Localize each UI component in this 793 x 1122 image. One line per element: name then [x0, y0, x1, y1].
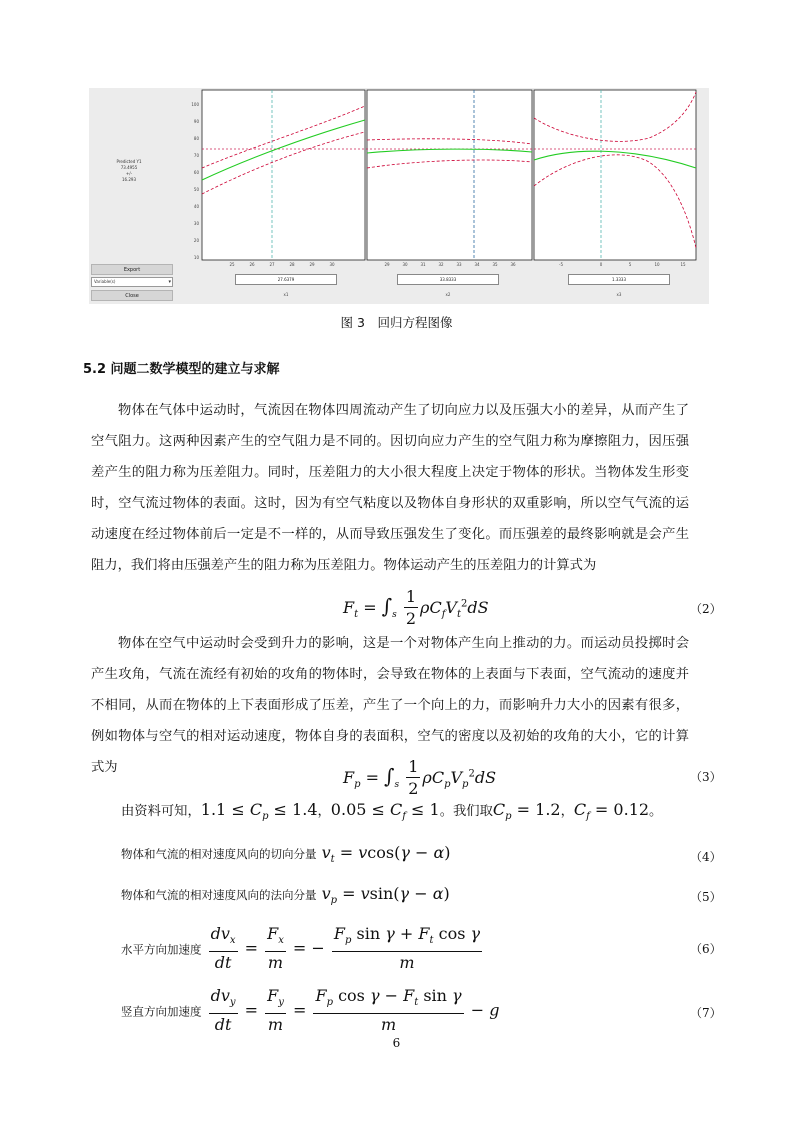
- equation-3: $F_p = \int_s$ $\frac{1}{2}$ $\rho C_pV_p^2dS$: [343, 757, 497, 798]
- export-button[interactable]: Export: [91, 264, 173, 275]
- equation-4: 物体和气流的相对速度风向的切向分量 $v_t = vcos(\gamma - \alpha)$: [121, 843, 451, 866]
- equation-3-number: （3）: [690, 770, 722, 784]
- coefficient-range-line: 由资料可知，$1.1 \le C_p \le 1.4$，$0.05 \le C_f \le 1$。我们取$C_p = 1.2$，$C_f = 0.12$。: [121, 800, 663, 823]
- x1-tick-label: 26: [249, 262, 255, 267]
- x3-axis-name: x3: [616, 292, 622, 297]
- equation-5: 物体和气流的相对速度风向的法向分量 $v_p = vsin(\gamma - \alpha)$: [121, 884, 450, 907]
- x1-tick-label: 30: [329, 262, 335, 267]
- equation-2: $F_t = \int_s$ $\frac{1}{2}$ $\rho C_fV_t^2dS$: [343, 587, 489, 628]
- predicted-value: 73.4955: [120, 165, 138, 170]
- x2-tick-label: 32: [438, 262, 444, 267]
- range-sep: ，: [317, 804, 331, 819]
- y-tick-label: 60: [193, 170, 199, 175]
- predicted-plusminus: +/-: [125, 171, 133, 176]
- equation-5-number: （5）: [690, 890, 722, 904]
- range-sep-2: ，: [560, 804, 574, 819]
- x1-tick-label: 27: [269, 262, 275, 267]
- y-tick-label: 40: [193, 204, 199, 209]
- figure-caption: 图 3 回归方程图像: [340, 315, 453, 330]
- y-tick-label: 80: [193, 136, 199, 141]
- plot-area-x3: [534, 90, 696, 260]
- predicted-ci: 16.293: [122, 177, 136, 182]
- y-tick-label: 90: [193, 119, 199, 124]
- equation-2-number: （2）: [690, 602, 722, 616]
- equation-4-number: （4）: [690, 850, 722, 864]
- x1-tick-label: 25: [229, 262, 235, 267]
- x2-tick-label: 34: [474, 262, 480, 267]
- x3-tick-label: -5: [559, 262, 563, 267]
- equation-7: 竖直方向加速度 $\frac{dv_y}{dt}$ = $\frac{F_y}{m}$ = $\frac{F_p \cos \gamma - F_t \sin \gamma}{m}$ − g: [121, 986, 500, 1035]
- equation-7-number: （7）: [690, 1006, 722, 1020]
- paragraph-drag: 物体在气体中运动时，气流因在物体四周流动产生了切向应力以及压强大小的差异，从而产生了空气阻力。这两种因素产生的空气阻力是不同的。因切向应力产生的空气阻力称为摩擦阻力，因压强差产生的阻力称为压差阻力。同时，压差阻力的大小很大程度上决定于物体的形状。当物体发生形变时，空气流过物体的表面。这时，因为有空气粘度以及物体自身形状的双重影响，所以空气气流的运动速度在经过物体前后一定是不一样的，从而导致压强发生了变化。而压强差的最终影响就是会产生阻力，我们将由压强差产生的阻力称为压差阻力。物体运动产生的压差阻力的计算式为: [91, 403, 689, 573]
- x2-tick-label: 31: [420, 262, 426, 267]
- x2-tick-label: 33: [456, 262, 462, 267]
- page-number: 6: [392, 1036, 401, 1050]
- equation-6-label: 水平方向加速度: [121, 942, 202, 957]
- x1-tick-label: 29: [309, 262, 315, 267]
- range-end: 。: [649, 804, 663, 819]
- x1-tick-label: 28: [289, 262, 295, 267]
- y-tick-label: 50: [193, 187, 199, 192]
- range-prefix: 由资料可知，: [121, 804, 201, 819]
- equation-5-label: 物体和气流的相对速度风向的法向分量: [121, 888, 317, 902]
- close-button[interactable]: Close: [91, 290, 173, 301]
- y-tick-label: 20: [193, 238, 199, 243]
- y-axis-ticks: [191, 102, 199, 260]
- x3-tick-label: 10: [654, 262, 660, 267]
- x2-axis-name: x2: [445, 292, 451, 297]
- x2-tick-label: 29: [384, 262, 390, 267]
- y-tick-label: 70: [193, 153, 199, 158]
- x2-tick-label: 36: [510, 262, 516, 267]
- section-heading: 5.2 问题二数学模型的建立与求解: [83, 362, 280, 377]
- paragraph-lift: 物体在空气中运动时会受到升力的影响，这是一个对物体产生向上推动的力。而运动员投掷时会产生攻角，气流在流经有初始的攻角的物体时，会导致在物体的上表面与下表面，空气流动的速度并不相同，从而在物体的上下表面形成了压差，产生了一个向上的力，而影响升力大小的因素有很多，例如物体与空气的相对运动速度，物体自身的表面积，空气的密度以及初始的攻角的大小，它的计算式为: [91, 636, 689, 775]
- regression-plots: [89, 88, 709, 304]
- x3-tick-label: 5: [628, 262, 632, 267]
- predicted-title: Predicted Y1: [116, 159, 142, 164]
- x3-tick-label: 0: [599, 262, 603, 267]
- range-mid: 。我们取: [439, 804, 493, 819]
- x2-tick-label: 35: [492, 262, 498, 267]
- y-tick-label: 10: [193, 255, 199, 260]
- x2-value-field[interactable]: 33.8333: [397, 274, 499, 285]
- equation-4-label: 物体和气流的相对速度风向的切向分量: [121, 847, 317, 861]
- plot-area-x2: [367, 90, 532, 260]
- equation-6: 水平方向加速度 $\frac{dv_x}{dt}$ = $\frac{F_x}{m}$ = − $\frac{F_p \sin \gamma + F_t \cos \gamma}{m}$: [121, 924, 481, 973]
- x1-axis-name: x1: [283, 292, 289, 297]
- y-tick-label: 100: [191, 102, 199, 107]
- y-tick-label: 30: [193, 221, 199, 226]
- x3-value-field[interactable]: 1.3333: [568, 274, 670, 285]
- x-axis-ticks: [229, 262, 686, 267]
- chevron-down-icon: ▾: [168, 279, 171, 285]
- x3-tick-label: 15: [680, 262, 686, 267]
- regression-figure: [89, 88, 709, 304]
- plot-area-x1: [202, 90, 365, 260]
- x2-tick-label: 30: [402, 262, 408, 267]
- variable-select-value: Variable(s): [94, 279, 116, 284]
- equation-6-number: （6）: [690, 942, 722, 956]
- x1-value-field[interactable]: 27.6379: [235, 274, 337, 285]
- equation-7-label: 竖直方向加速度: [121, 1004, 202, 1019]
